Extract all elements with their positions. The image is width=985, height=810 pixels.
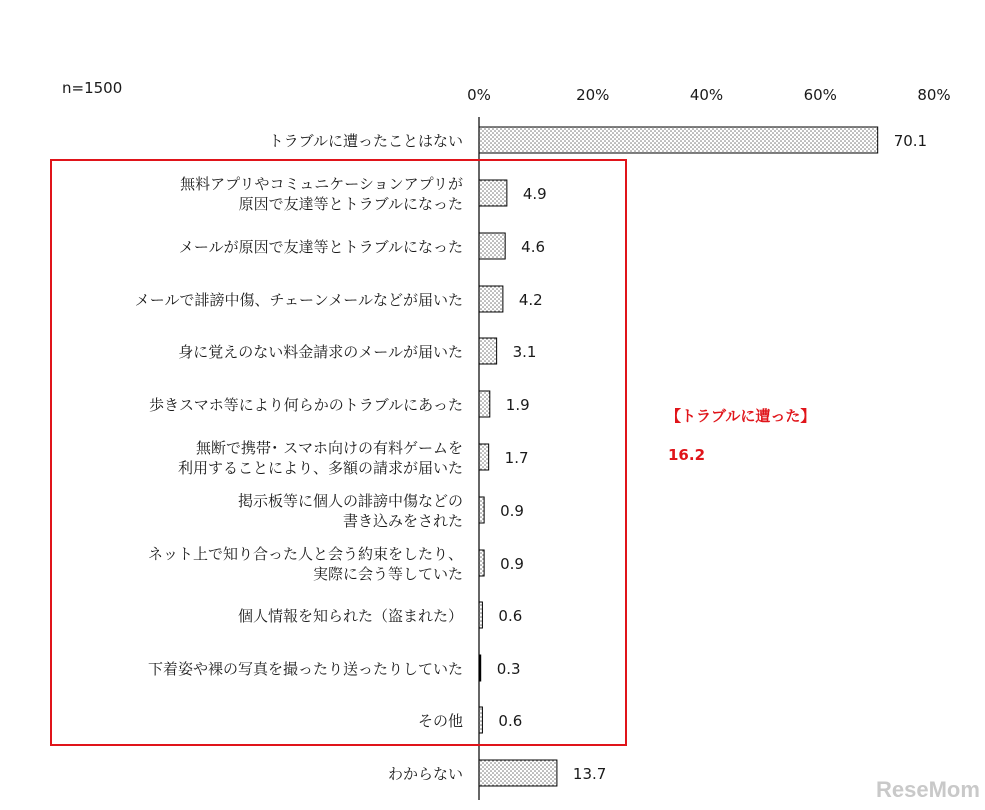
x-tick-label: 0% [467,86,491,104]
value-label: 13.7 [572,765,607,783]
category-label: わからない [387,765,463,783]
category-label: 原因で友達等とトラブルになった [238,195,463,213]
x-tick-label: 60% [803,86,837,104]
value-label: 1.9 [505,396,530,414]
category-label: メールで誹謗中傷、チェーンメールなどが届いた [134,291,463,309]
value-label: 4.6 [521,238,546,256]
bar [479,444,489,470]
value-label: 1.7 [504,449,529,467]
x-tick-label: 40% [689,86,724,104]
bar [479,497,484,523]
category-label: 書き込みをされた [342,512,463,530]
category-label: その他 [417,712,463,730]
bar [479,127,878,153]
category-label: トラブルに遭ったことはない [268,132,463,150]
bar [479,233,505,259]
value-label: 70.1 [893,132,928,150]
category-label: 下着姿や裸の写真を撮ったり送ったりしていた [147,660,463,678]
bar [479,391,490,417]
category-label: 実際に会う等していた [312,565,463,583]
bar [479,338,497,364]
sample-size-label: n=1500 [62,79,123,97]
x-tick-label: 20% [576,86,610,104]
resemom-logo: ReseMom [876,777,980,802]
category-label: 掲示板等に個人の誹謗中傷などの [237,492,463,510]
category-label: 歩きスマホ等により何らかのトラブルにあった [149,396,463,414]
value-label: 0.6 [498,607,523,625]
value-label: 0.6 [498,712,523,730]
bar [479,180,507,206]
category-label: 無断で携帯･ スマホ向けの有料ゲームを [196,439,463,457]
value-label: 4.2 [518,291,543,309]
value-label: 0.9 [500,555,524,573]
value-labels [497,132,927,783]
value-label: 0.9 [500,502,524,520]
value-label: 0.3 [496,660,521,678]
category-label: 利用することにより、多額の請求が届いた [177,459,463,477]
category-labels [135,132,463,783]
x-axis-ticks [467,86,951,104]
bar [479,760,557,786]
bar [479,286,503,312]
category-label: 無料アプリやコミュニケーションアプリが [180,175,463,193]
value-label: 4.9 [522,185,547,203]
trouble-group-label: 【トラブルに遭った】 [666,407,816,425]
value-label: 3.1 [512,343,537,361]
category-label: 身に覚えのない料金請求のメールが届いた [178,343,463,361]
trouble-group-value: 16.2 [668,446,706,464]
bar [479,550,484,576]
category-label: ネット上で知り合った人と会う約束をしたり、 [147,545,463,563]
category-label: メールが原因で友達等とトラブルになった [178,238,463,256]
x-tick-label: 80% [917,86,951,104]
category-label: 個人情報を知られた（盗まれた） [237,607,463,625]
